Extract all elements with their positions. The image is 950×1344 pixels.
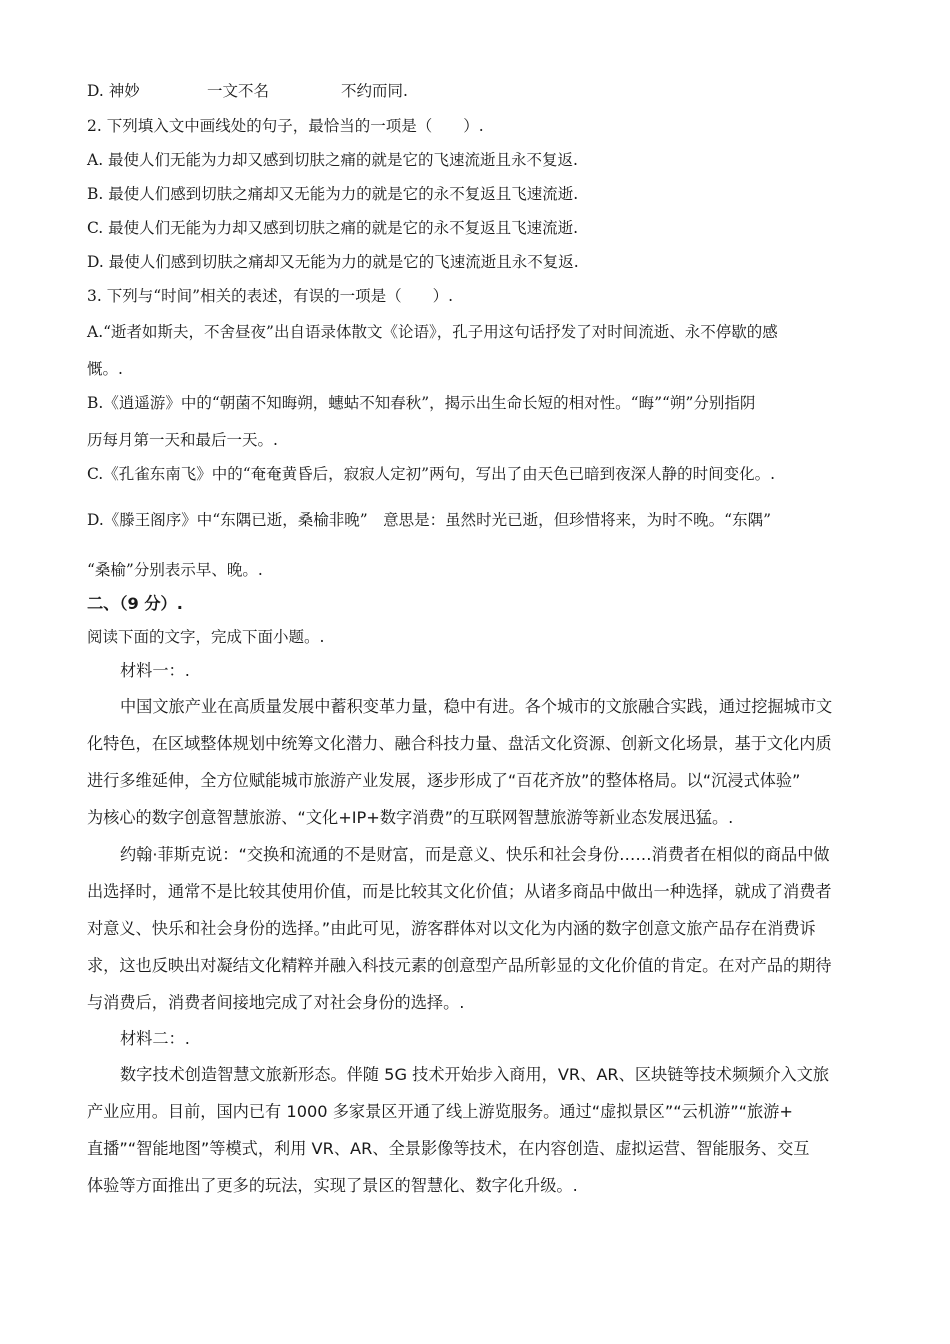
material1-p2-line5: 与消费后，消费者间接地完成了对社会身份的选择。. bbox=[87, 993, 465, 1012]
q1-option-d bbox=[87, 81, 408, 101]
q3-option-d-line1: D.《滕王阁序》中“东隅已逝，桑榆非晚” 意思是：虽然时光已逝，但珍惜将来，为时不晚。“东隅” bbox=[87, 511, 772, 529]
q1-option-d-word1: D. 神妙 bbox=[87, 82, 140, 100]
material1-label: 材料一：. bbox=[120, 661, 190, 680]
material1-p1-line3: 进行多维延伸，全方位赋能城市旅游产业发展，逐步形成了“百花齐放”的整体格局。以“沉浸式体验” bbox=[87, 771, 801, 790]
material2-p1-line1: 数字技术创造智慧文旅新形态。伴随 5G 技术开始步入商用，VR、AR、区块链等技术频频介入文旅 bbox=[120, 1065, 830, 1084]
q1-option-d-word3: 不约而同. bbox=[341, 82, 408, 100]
material1-p2-line3: 对意义、快乐和社会身份的选择。”由此可见，游客群体对以文化为内涵的数字创意文旅产品存在消费诉 bbox=[87, 919, 816, 938]
q3-option-a-line1: A.“逝者如斯夫，不舍昼夜”出自语录体散文《论语》，孔子用这句话抒发了对时间流逝、永不停歇的感 bbox=[87, 323, 778, 341]
section-heading: 二、（9 分）. bbox=[87, 594, 183, 613]
q1-option-d-word2: 一文不名 bbox=[207, 82, 270, 100]
q2-option-a: A. 最使人们无能为力却又感到切肤之痛的就是它的飞速流逝且永不复返. bbox=[87, 151, 578, 169]
q3-option-c: C.《孔雀东南飞》中的“奄奄黄昏后，寂寂人定初”两句，写出了由天色已暗到夜深人静的时间变化。. bbox=[87, 465, 776, 483]
q3-option-b-line2: 历每月第一天和最后一天。. bbox=[87, 431, 278, 449]
material2-p1-line2: 产业应用。目前，国内已有 1000 多家景区开通了线上游览服务。通过“虚拟景区”“云机游”“旅游+ bbox=[87, 1102, 793, 1121]
material2-p1-line4: 体验等方面推出了更多的玩法，实现了景区的智慧化、数字化升级。. bbox=[87, 1176, 578, 1195]
material1-p2-line4: 求，这也反映出对凝结文化精粹并融入科技元素的创意型产品所彰显的文化价值的肯定。在对产品的期待 bbox=[87, 956, 832, 975]
q3-option-b-line1: B.《逍遥游》中的“朝菌不知晦朔，蟪蛄不知春秋”，揭示出生命长短的相对性。“晦”“朔”分别指阴 bbox=[87, 394, 756, 412]
material1-p1-line1: 中国文旅产业在高质量发展中蓄积变革力量，稳中有进。各个城市的文旅融合实践，通过挖掘城市文 bbox=[120, 697, 833, 716]
q3-stem: 3. 下列与“时间”相关的表述，有误的一项是（ ）. bbox=[87, 287, 453, 305]
material2-label: 材料二：. bbox=[120, 1029, 190, 1048]
q3-option-a-line2: 慨。. bbox=[87, 360, 123, 378]
material1-p2-line1: 约翰·菲斯克说：“交换和流通的不是财富，而是意义、快乐和社会身份……消费者在相似的商品中做 bbox=[120, 845, 830, 864]
q3-option-d-line2: “桑榆”分别表示早、晚。. bbox=[87, 561, 263, 579]
material2-p1-line3: 直播”“智能地图”等模式，利用 VR、AR、全景影像等技术，在内容创造、虚拟运营、智能服务、交互 bbox=[87, 1139, 810, 1158]
q2-stem: 2. 下列填入文中画线处的句子，最恰当的一项是（ ）. bbox=[87, 117, 484, 135]
material1-p1-line4: 为核心的数字创意智慧旅游、“文化+IP+数字消费”的互联网智慧旅游等新业态发展迅猛。. bbox=[87, 808, 734, 827]
section-instruction: 阅读下面的文字，完成下面小题。. bbox=[87, 628, 325, 646]
q2-option-c: C. 最使人们无能为力却又感到切肤之痛的就是它的永不复返且飞速流逝. bbox=[87, 219, 579, 237]
material1-p1-line2: 化特色，在区域整体规划中统筹文化潜力、融合科技力量、盘活文化资源、创新文化场景，基于文化内质 bbox=[87, 734, 832, 753]
q2-option-d: D. 最使人们感到切肤之痛却又无能为力的就是它的飞速流逝且永不复返. bbox=[87, 253, 579, 271]
q2-option-b: B. 最使人们感到切肤之痛却又无能为力的就是它的永不复返且飞速流逝. bbox=[87, 185, 579, 203]
material1-p2-line2: 出选择时，通常不是比较其使用价值，而是比较其文化价值；从诸多商品中做出一种选择，就成了消费者 bbox=[87, 882, 832, 901]
